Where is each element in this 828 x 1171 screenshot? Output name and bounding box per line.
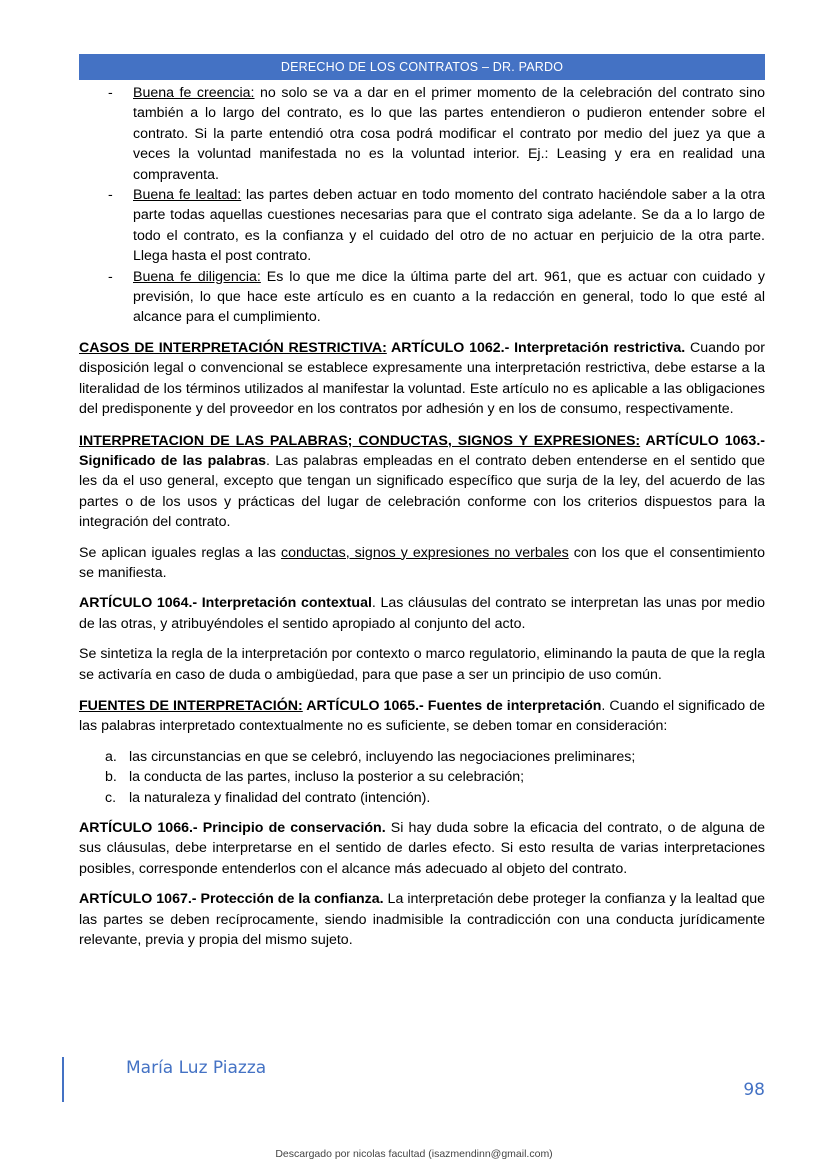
bullet-marker: - (108, 187, 113, 204)
paragraph-conservation (79, 818, 765, 879)
paragraph-nonverbal (79, 543, 765, 584)
list-marker: c. (105, 789, 117, 806)
list-text: las circunstancias en que se celebró, incluyendo las negociaciones preliminares; (129, 748, 636, 765)
section-heading: FUENTES DE INTERPRETACIÓN: (79, 697, 303, 714)
paragraph-text: Si hay duda sobre la eficacia del contrato, o de alguna de sus cláusulas, debe interpretarse en el sentido de darles efecto. Si esto resulta de varias interpretaciones posibles, corresponde entenderlos con el alcance más adecuado al objeto del contrato. (79, 820, 765, 877)
article-title: ARTÍCULO 1066.- Principio de conservación. (79, 820, 386, 836)
download-notice: Descargado por nicolas facultad (isazmendinn@gmail.com) (275, 1148, 553, 1160)
bullet-term: Buena fe lealtad: (133, 187, 242, 204)
page-header (79, 54, 765, 80)
list-item (79, 83, 765, 185)
bullet-term: Buena fe creencia: (133, 85, 255, 101)
article-title: ARTÍCULO 1064.- Interpretación contextual (79, 595, 372, 612)
paragraph-text: La interpretación debe proteger la confianza y la lealtad que las partes se deben recíprocamente, siendo inadmisible la contradicción con una conducta jurídicamente relevante, previa y propia del mismo sujeto. (79, 891, 765, 949)
article-title: ARTÍCULO 1067.- Protección de la confianza. (79, 891, 384, 908)
bullet-text: no solo se va a dar en el primer momento de la celebración del contrato sino también a lo largo del contrato, es lo que las partes entendieron o pudieron entender sobre el contrato. Si la parte entendió otra cosa podrá modificar el contrato por medio del juez ya que a veces la voluntad manifestada no es la voluntad interior. Ej.: Leasing y era en realidad una compraventa. (133, 85, 765, 183)
list-text: la naturaleza y finalidad del contrato (intención). (129, 789, 431, 806)
paragraph-text: Se aplican iguales reglas a las (79, 544, 282, 561)
section-heading: CASOS DE INTERPRETACIÓN RESTRICTIVA: (79, 339, 387, 356)
header-title: DERECHO DE LOS CONTRATOS – DR. PARDO (280, 60, 564, 74)
list-item (79, 267, 765, 328)
paragraph-text: . Las palabras empleadas en el contrato deben entenderse en el sentido que les da el uso general, excepto que tengan un significado específico que surja de la ley, del acuerdo de las partes o de los usos y prácticas del lugar de celebración conforme con los criterios dispuestos para la integración del contrato. (79, 452, 765, 531)
author-name: María Luz Piazza (126, 1058, 267, 1078)
sources-list (79, 747, 765, 808)
article-title: ARTÍCULO 1065.- Fuentes de interpretación (302, 697, 602, 714)
paragraph-contextual (79, 593, 765, 634)
paragraph-sources (79, 696, 765, 737)
paragraph-text: . Cuando el significado de las palabras interpretado contextualmente no es suficiente, se deben tomar en consideración: (79, 697, 765, 735)
list-marker: a. (105, 748, 117, 765)
bullet-text: Es lo que me dice la última parte del art. 961, que es actuar con cuidado y previsión, lo que hace este artículo es en cuanto a la redacción en general, todo lo que esté al alcance para el cumplimiento. (133, 268, 765, 326)
underlined-text: conductas, signos y expresiones no verbales (281, 544, 569, 561)
footer-divider (62, 1057, 64, 1102)
list-item (79, 185, 765, 267)
list-item (79, 788, 765, 808)
list-item (79, 767, 765, 787)
section-heading: INTERPRETACION DE LAS PALABRAS; CONDUCTAS, SIGNOS Y EXPRESIONES: (79, 432, 641, 449)
paragraph-words (79, 431, 765, 533)
bullet-term: Buena fe diligencia: (133, 268, 261, 285)
list-item (79, 747, 765, 767)
paragraph-synthesis: Se sintetiza la regla de la interpretación por contexto o marco regulatorio, eliminando la pauta de que la regla se activaría en caso de duda o ambigüedad, para que pase a ser un principio de uso común. (79, 646, 765, 683)
bullet-marker: - (108, 268, 113, 285)
paragraph-text: Cuando por disposición legal o convencional se establece expresamente una interpretación restrictiva, debe estarse a la literalidad de los términos utilizados al manifestar la voluntad. Este artículo no es aplicable a las obligaciones del predisponente y del proveedor en los contratos por adhesión y en los de consumo, respectivamente. (79, 339, 765, 418)
paragraph-text: con los que el consentimiento se manifiesta. (79, 544, 766, 581)
paragraph-text: . Las cláusulas del contrato se interpretan las unas por medio de las otras, y atribuyéndoles el sentido apropiado al conjunto del acto. (79, 595, 766, 632)
list-marker: b. (105, 769, 117, 786)
bullet-text: las partes deben actuar en todo momento del contrato haciéndole saber a la otra parte todas aquellas cuestiones necesarias para que el contrato siga adelante. Se da a lo largo de todo el contrato, es la confianza y el cuidado del otro de no actuar en perjuicio de la otra parte. Llega hasta el post contrato. (133, 187, 765, 265)
article-title: ARTÍCULO 1062.- Interpretación restrictiva. (386, 339, 686, 356)
list-text: la conducta de las partes, incluso la posterior a su celebración; (129, 769, 525, 786)
document-body (79, 83, 765, 950)
page-number: 98 (743, 1080, 765, 1100)
article-title: ARTÍCULO 1063.- Significado de las palabras (79, 432, 765, 469)
bullet-marker: - (108, 85, 113, 101)
paragraph-restrictive (79, 338, 765, 420)
paragraph-trust (79, 889, 765, 950)
